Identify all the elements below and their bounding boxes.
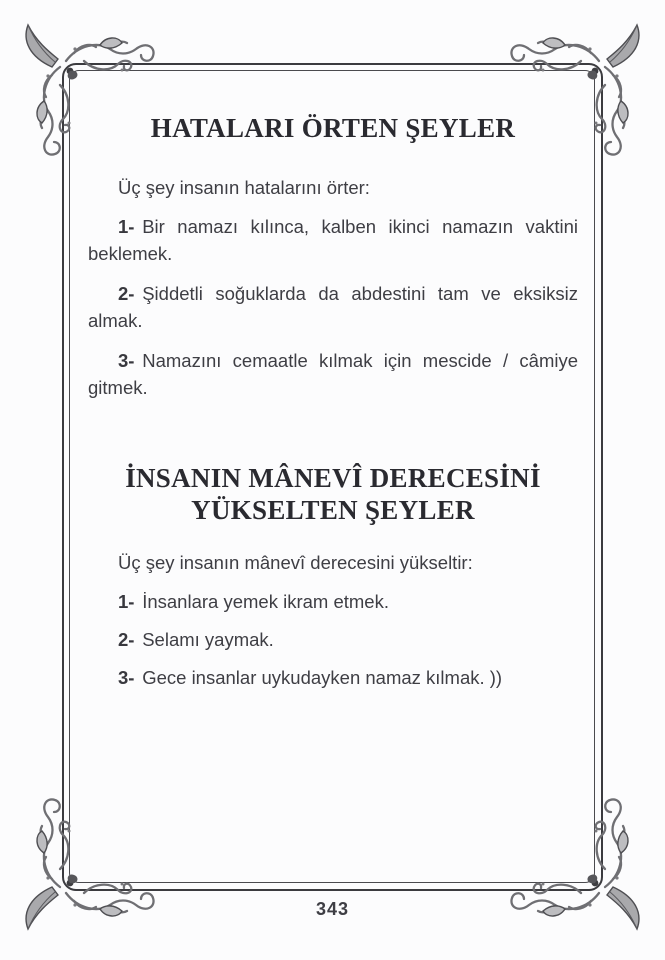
section2-item-2: [88, 626, 578, 653]
section1-item-3: [88, 347, 578, 401]
section2-item-1: [88, 588, 578, 615]
section2-intro: Üç şey insanın mânevî derecesini yükseltir:: [118, 552, 473, 573]
section1-title: HATALARI ÖRTEN ŞEYLER: [150, 113, 516, 143]
item-text: Namazını cemaatle kılmak için mescide / câmiye gitmek.: [88, 350, 578, 398]
item-text: İnsanlara yemek ikram etmek.: [142, 591, 389, 612]
section2-title-line1: İNSANIN MÂNEVÎ DERECESİNİ: [125, 463, 541, 493]
section1-item-1: [88, 213, 578, 267]
page-number: 343: [315, 899, 350, 919]
item-number: 3-: [118, 350, 135, 371]
section2-title: [88, 462, 578, 526]
section2-item-3: [88, 664, 578, 691]
item-number: 1-: [118, 216, 135, 237]
section2-title-line2: YÜKSELTEN ŞEYLER: [191, 495, 475, 525]
item-number: 1-: [118, 591, 135, 612]
item-number: 3-: [118, 667, 135, 688]
item-text: Selamı yaymak.: [142, 629, 274, 650]
section1-item-2: [88, 280, 578, 334]
item-text: Gece insanlar uykudayken namaz kılmak. )): [142, 667, 503, 688]
item-number: 2-: [118, 629, 135, 650]
item-number: 2-: [118, 283, 135, 304]
section1-intro: Üç şey insanın hatalarını örter:: [118, 177, 370, 198]
item-text: Şiddetli soğuklarda da abdestini tam ve eksiksiz almak.: [88, 283, 578, 331]
item-text: Bir namazı kılınca, kalben ikinci namazın vaktini beklemek.: [88, 216, 578, 264]
